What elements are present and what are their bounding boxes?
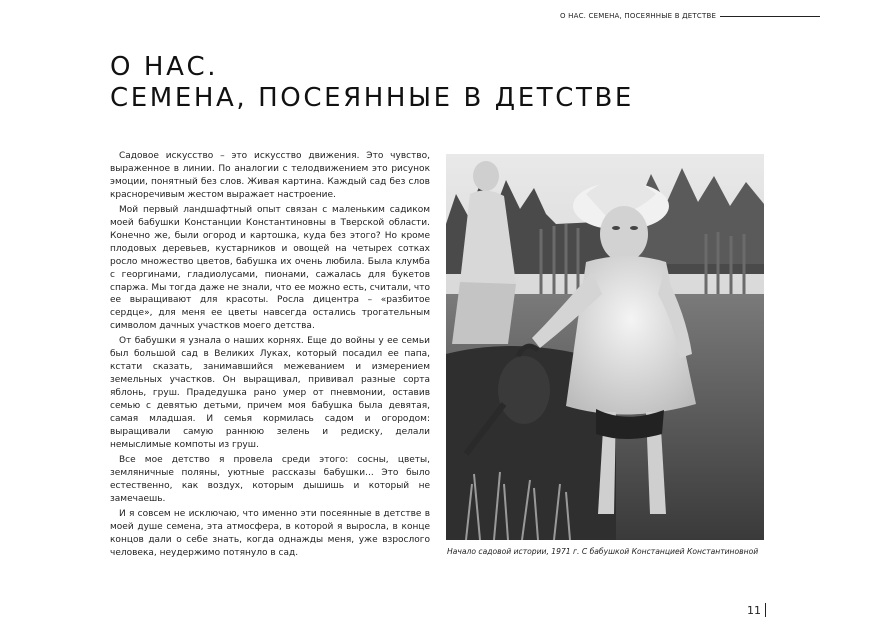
title-line-1: О НАС. bbox=[110, 52, 219, 82]
photo-illustration bbox=[446, 154, 764, 540]
photo-grandmother-and-child bbox=[446, 154, 764, 540]
paragraph: Садовое искусство – это искусство движения. Это чувство, выраженное в линии. По аналогии с телодвижением это рисунок эмоции, понятный без слов. Живая картина. Каждый сад без слов красноречивым жестом выражает настроение. bbox=[110, 151, 430, 200]
paragraph: Мой первый ландшафтный опыт связан с маленьким садиком моей бабушки Констанции Константиновны в Тверской области. Конечно же, были огород и картошка, куда без этого? Но кроме плодовых деревьев, кустарников и овощей на четырех сотках росло множество цветов, бабушка их очень любила. Была клумба с георгинами, гладиолусами, пионами, сажалась для букетов спаржа. Мы тогда даже не знали, что ее можно есть, считали, что ее выращивают для красоты. Росла дицентра – «разбитое сердце», для меня ее цветы навсегда остались трогательным символом дачных участков моего детства. bbox=[110, 204, 430, 332]
page-number bbox=[747, 603, 766, 617]
running-head-text: О НАС. СЕМЕНА, ПОСЕЯННЫЕ В ДЕТСТВЕ bbox=[560, 12, 717, 20]
page-number-text: 11 bbox=[747, 603, 761, 617]
paragraph: От бабушки я узнала о наших корнях. Еще до войны у ее семьи был большой сад в Великих Луках, который посадил ее папа, кстати сказать, занимавшийся межеванием и измерением земельных участков. Он выращивал, прививал разные сорта яблонь, груш. Прадедушка рано умер от пневмонии, оставив семью с девятью детьми, причем моя бабушка была девятая, самая младшая. И семья кормилась садом и огородом: выращивали самую раннюю зелень и редиску, делали немыслимые компоты из груш. bbox=[110, 336, 430, 450]
title-line-2: СЕМЕНА, ПОСЕЯННЫЕ В ДЕТСТВЕ bbox=[110, 83, 634, 113]
body-text bbox=[110, 150, 430, 562]
photo-caption: Начало садовой истории, 1971 г. С бабушкой Констанцией Константиновной bbox=[447, 547, 759, 556]
page-number-rule bbox=[765, 603, 766, 617]
running-head-rule bbox=[720, 16, 820, 17]
paragraph: И я совсем не исключаю, что именно эти посеянные в детстве в моей душе семена, эта атмосфера, в которой я выросла, в конце концов дали о себе знать, когда однажды меня, уже взрослого человека, неудержимо потянуло в сад. bbox=[110, 508, 430, 558]
paragraph: Все мое детство я провела среди этого: сосны, цветы, земляничные поляны, уютные рассказы бабушки... Это было естественно, как воздух, которым дышишь и который не замечаешь. bbox=[110, 454, 430, 504]
page-title bbox=[110, 52, 730, 114]
running-head bbox=[560, 12, 820, 20]
